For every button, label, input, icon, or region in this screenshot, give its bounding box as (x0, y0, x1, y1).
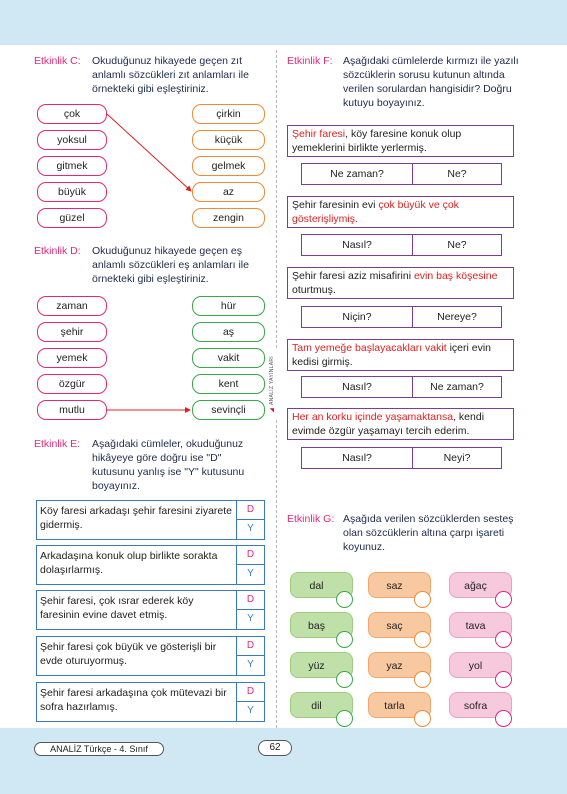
word-text: tarla (384, 700, 405, 712)
statement-box (36, 682, 265, 722)
sentence-rest: oturtmuş. (292, 283, 336, 296)
statement-text: Şehir faresi, çok ısrar ederek köy faresinin evine davet etmiş. (40, 595, 194, 621)
etkinlik-g-title (287, 512, 527, 554)
etkinlik-e-instruction: Aşağıdaki cümleler, okuduğunuz hikâyeye göre doğru ise "D" kutusunu yanlış ise "Y" kutusunu boyayınız. (92, 438, 245, 492)
publisher-name: ANALİZ YAYINLARI (269, 356, 275, 406)
false-box[interactable]: Y (236, 520, 264, 539)
statement-text: Şehir faresi arkadaşına çok mütevazi bir sofra hazırlamış. (40, 687, 227, 713)
etkinlik-g-instruction: Aşağıda verilen sözcüklerden sesteş olan sözcüklerin altına çarpı işareti koyunuz. (343, 513, 514, 553)
d-right-word[interactable]: sevinçli (192, 400, 265, 420)
publisher-logo-icon: ◣ (269, 407, 275, 414)
word-text: yüz (308, 660, 325, 672)
book-title: ANALİZ Türkçe - 4. Sınıf (34, 742, 164, 756)
d-left-word[interactable]: zaman (37, 296, 107, 316)
question-option[interactable]: Ne? (412, 163, 502, 185)
publisher-side-label (269, 350, 283, 420)
sentence-box (287, 196, 514, 228)
bottom-band (0, 728, 567, 794)
question-option[interactable]: Ne? (412, 234, 502, 256)
question-option[interactable]: Ne zaman? (301, 163, 413, 185)
d-right-word[interactable]: hür (192, 296, 265, 316)
etkinlik-c-label: Etkinlik C: (34, 55, 81, 67)
d-left-word[interactable]: özgür (37, 374, 107, 394)
word-text: dil (311, 700, 322, 712)
page-number: 62 (258, 740, 292, 756)
statement-box (36, 590, 265, 630)
word-text: tava (465, 620, 486, 632)
etkinlik-g-label: Etkinlik G: (287, 513, 335, 525)
statement-box (36, 500, 265, 540)
question-option[interactable]: Nasıl? (301, 376, 413, 398)
true-box[interactable]: D (236, 591, 264, 610)
answer-circle[interactable] (336, 710, 353, 727)
answer-circle[interactable] (414, 631, 431, 648)
answer-circle[interactable] (336, 671, 353, 688)
question-option[interactable]: Niçin? (301, 306, 413, 328)
d-right-word[interactable]: aş (192, 322, 265, 342)
sentence-rest: , kendi evimde özgür yaşamayı tercih ederim. (292, 411, 485, 437)
sentence-rest: , köy faresine konuk olup yemeklerini birlikte yerlermiş. (292, 128, 462, 154)
d-left-word[interactable]: yemek (37, 348, 107, 368)
etkinlik-f-instruction: Aşağıdaki cümlelerde kırmızı ile yazılı sözcüklerin sorusu kutunun altında verilen sorulardan hangisidir? Doğru kutuyu boyayınız. (343, 55, 519, 109)
highlighted-phrase: Tam yemeğe başlayacakları vakit (292, 342, 447, 354)
etkinlik-d-instruction: Okuduğunuz hikayede geçen eş anlamlı sözcükleri eş anlamları ile örnekteki gibi eşleştiriniz. (92, 245, 249, 285)
sentence-pre: Şehir faresi aziz misafirini (292, 270, 414, 282)
highlighted-phrase: Şehir faresi (292, 128, 346, 140)
question-option[interactable]: Nasıl? (301, 234, 413, 256)
answer-circle[interactable] (336, 591, 353, 608)
etkinlik-d-label: Etkinlik D: (34, 245, 81, 257)
word-text: dal (309, 580, 324, 592)
sentence-box (287, 408, 514, 440)
etkinlik-c-title (34, 54, 269, 96)
d-left-word[interactable]: mutlu (37, 400, 107, 420)
true-box[interactable]: D (236, 683, 264, 702)
answer-circle[interactable] (414, 591, 431, 608)
statement-text: Arkadaşına konuk olup birlikte sorakta dolaşırlarmış. (40, 550, 218, 576)
sentence-box (287, 267, 514, 299)
true-box[interactable]: D (236, 637, 264, 656)
answer-circle[interactable] (414, 710, 431, 727)
true-box[interactable]: D (236, 501, 264, 520)
etkinlik-f-label: Etkinlik F: (287, 55, 333, 67)
question-option[interactable]: Nereye? (412, 306, 502, 328)
word-text: ağaç (464, 580, 487, 592)
answer-circle[interactable] (336, 631, 353, 648)
c-left-word[interactable]: yoksul (37, 130, 107, 150)
statement-box (36, 636, 265, 676)
etkinlik-d-title (34, 244, 269, 286)
etkinlik-e-label: Etkinlik E: (34, 438, 81, 450)
false-box[interactable]: Y (236, 656, 264, 675)
c-right-word[interactable]: çirkin (192, 104, 265, 124)
example-arrow-c (107, 114, 191, 191)
statement-text: Köy faresi arkadaşı şehir faresini ziyarete gidermiş. (40, 505, 232, 531)
sentence-rest: içeri evin kedisi girmiş. (292, 342, 492, 368)
sentence-box (287, 339, 514, 371)
d-left-word[interactable]: şehir (37, 322, 107, 342)
highlighted-phrase: Her an korku içinde yaşamaktansa (292, 411, 454, 423)
sentence-pre: Şehir faresinin evi (292, 199, 379, 211)
false-box[interactable]: Y (236, 702, 264, 721)
c-left-word[interactable]: büyük (37, 182, 107, 202)
false-box[interactable]: Y (236, 565, 264, 584)
false-box[interactable]: Y (236, 610, 264, 629)
word-text: yaz (386, 660, 403, 672)
c-left-word[interactable]: gitmek (37, 156, 107, 176)
c-right-word[interactable]: küçük (192, 130, 265, 150)
c-left-word[interactable]: çok (37, 104, 107, 124)
word-text: saç (386, 620, 403, 632)
question-option[interactable]: Ne zaman? (412, 376, 502, 398)
top-band (0, 0, 567, 45)
question-option[interactable]: Nasıl? (301, 447, 413, 469)
highlighted-phrase: çok büyük ve çok gösterişliymiş. (292, 199, 459, 225)
answer-circle[interactable] (495, 710, 512, 727)
c-right-word[interactable]: gelmek (192, 156, 265, 176)
word-text: yol (468, 660, 483, 672)
etkinlik-f-title (287, 54, 527, 110)
d-right-word[interactable]: vakit (192, 348, 265, 368)
answer-circle[interactable] (495, 671, 512, 688)
d-right-word[interactable]: kent (192, 374, 265, 394)
c-right-word[interactable]: zengin (192, 208, 265, 228)
question-option[interactable]: Neyi? (412, 447, 502, 469)
etkinlik-c-instruction: Okuduğunuz hikayede geçen zıt anlamlı sözcükleri zıt anlamları ile örnekteki gibi eşleştiriniz. (92, 55, 249, 95)
etkinlik-e-title (34, 437, 269, 493)
statement-text: Şehir faresi çok büyük ve gösterişli bir evde oturuyormuş. (40, 641, 217, 667)
c-right-word[interactable]: az (192, 182, 265, 202)
highlighted-phrase: evin baş köşesine (413, 270, 498, 282)
answer-circle[interactable] (495, 591, 512, 608)
word-text: sofra (463, 700, 488, 712)
word-text: saz (386, 580, 403, 592)
word-text: baş (308, 620, 325, 632)
sentence-box (287, 125, 514, 157)
c-left-word[interactable]: güzel (37, 208, 107, 228)
statement-box (36, 545, 265, 585)
true-box[interactable]: D (236, 546, 264, 565)
answer-circle[interactable] (495, 631, 512, 648)
answer-circle[interactable] (414, 671, 431, 688)
